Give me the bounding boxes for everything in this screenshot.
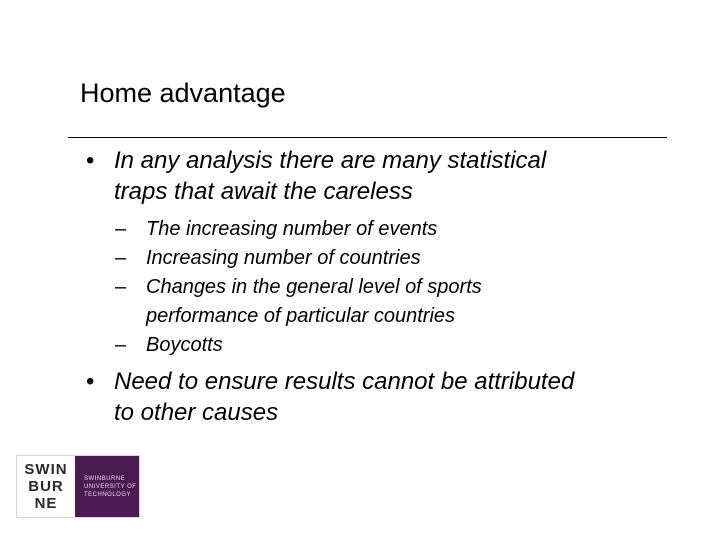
logo-institution-line: UNIVERSITY OF xyxy=(84,483,137,490)
sub-bullet-line: performance of particular countries xyxy=(146,305,456,327)
sub-bullet-line: Boycotts xyxy=(146,334,223,356)
swinburne-logo xyxy=(16,455,140,518)
dash-glyph: – xyxy=(115,247,127,269)
sub-bullet-line: The increasing number of events xyxy=(146,218,438,240)
logo-institution-line: TECHNOLOGY xyxy=(84,491,132,498)
bullet-line: traps that await the careless xyxy=(114,178,413,205)
sub-bullet-item xyxy=(86,273,676,331)
bullet-line: to other causes xyxy=(114,399,279,426)
logo-wordmark-line: BUR xyxy=(28,478,64,495)
sub-bullet-line: Increasing number of countries xyxy=(146,247,421,269)
logo-wordmark-line: NE xyxy=(34,495,58,512)
logo-wordmark-line: SWIN xyxy=(24,461,68,478)
bullet-glyph: • xyxy=(86,368,95,395)
sub-bullet-item xyxy=(86,215,676,244)
sub-bullet-item xyxy=(86,331,676,360)
bullet-glyph: • xyxy=(86,147,95,174)
sub-bullet-list xyxy=(86,215,676,360)
bullet-item xyxy=(86,145,676,207)
dash-glyph: – xyxy=(115,276,127,298)
bullet-line: In any analysis there are many statistical xyxy=(114,147,547,174)
dash-glyph: – xyxy=(115,218,127,240)
sub-bullet-item xyxy=(86,244,676,273)
bullet-line: Need to ensure results cannot be attributed xyxy=(114,368,575,395)
sub-bullet-line: Changes in the general level of sports xyxy=(146,276,482,298)
dash-glyph: – xyxy=(115,334,127,356)
slide-title: Home advantage xyxy=(80,78,286,108)
logo-wordmark xyxy=(17,456,75,517)
slide-body xyxy=(86,145,676,428)
logo-institution-panel xyxy=(75,456,139,517)
logo-institution-line: SWINBURNE xyxy=(84,475,126,482)
title-divider xyxy=(68,137,667,138)
bullet-item xyxy=(86,366,676,428)
